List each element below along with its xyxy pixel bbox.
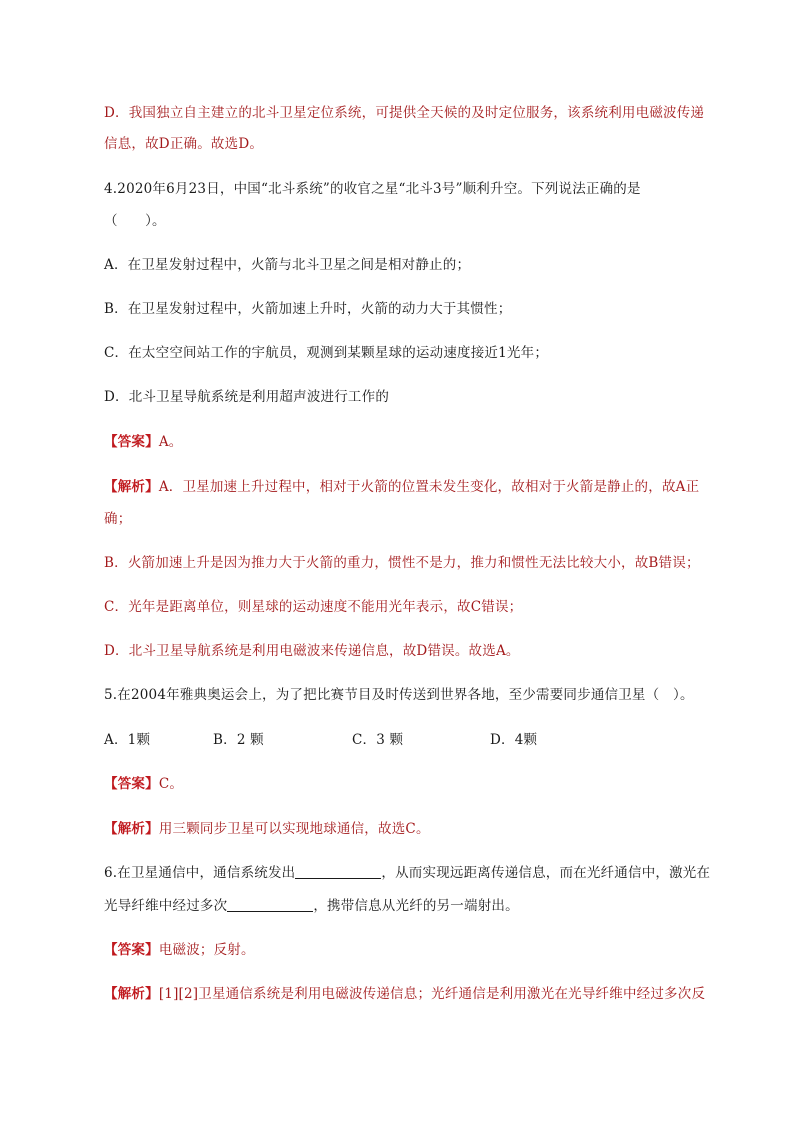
q5-answer [104,775,183,793]
analysis-text: A．卫星加速上升过程中，相对于火箭的位置未发生变化，故相对于火箭是静止的，故A正 [158,479,700,495]
q6-stem-line1 [104,864,710,882]
q5-analysis [104,820,430,838]
q4-analysis-line1 [104,478,699,496]
q4-option-d: D．北斗卫星导航系统是利用超声波进行工作的 [104,389,390,405]
q6-answer [104,941,255,959]
q6-stem-part: 6.在卫星通信中，通信系统发出 [104,865,296,881]
analysis-tag: 【解析】 [104,821,159,837]
q4-analysis-line3: B．火箭加速上升是因为推力大于火箭的重力，惯性不是力，推力和惯性无法比较大小，故B错误； [104,555,700,571]
q4-analysis-line4: C．光年是距离单位，则星球的运动速度不能用光年表示，故C错误； [104,599,523,615]
q4-stem-line1: 4.2020年6月23日，中国“北斗系统”的收官之星“北斗3号”顺利升空。下列说法正确的是 [104,181,641,197]
answer-value: A。 [158,434,183,450]
q6-stem-part: 光导纤维中经过多次 [104,898,228,914]
q6-stem-part: ，携带信息从光纤的另一端射出。 [313,898,519,914]
answer-value: 电磁波；反射。 [158,942,255,958]
q5-option-c: C．3 颗 [352,732,404,748]
analysis-text: 用三颗同步卫星可以实现地球通信，故选C。 [158,821,430,837]
q4-analysis-line2: 确； [104,511,132,527]
q5-option-b: B．2 颗 [213,732,264,748]
q5-stem: 5.在2004年雅典奥运会上，为了把比赛节目及时传送到世界各地，至少需要同步通信卫星（ ）。 [104,687,694,703]
q4-analysis-line5: D．北斗卫星导航系统是利用电磁波来传递信息，故D错误。故选A。 [104,643,520,659]
answer-tag: 【答案】 [104,434,159,450]
answer-tag: 【答案】 [104,776,159,792]
analysis-text: [1][2]卫星通信系统是利用电磁波传递信息；光纤通信是利用激光在光导纤维中经过多次反 [158,986,706,1002]
q4-option-b: B．在卫星发射过程中，火箭加速上升时，火箭的动力大于其惯性； [104,301,512,317]
analysis-tag: 【解析】 [104,479,159,495]
q3-option-d-line1: D．我国独立自主建立的北斗卫星定位系统，可提供全天候的及时定位服务，该系统利用电磁波传递 [104,105,705,121]
q5-options-row [104,731,704,749]
q5-option-a: A．1颗 [104,732,151,748]
q6-stem-part: ，从而实现远距离传递信息，而在光纤通信中，激光在 [381,865,711,881]
q4-option-a: A．在卫星发射过程中，火箭与北斗卫星之间是相对静止的； [104,257,471,273]
fill-blank-1[interactable] [295,864,381,879]
q4-option-c: C．在太空空间站工作的宇航员，观测到某颗星球的运动速度接近1光年； [104,345,549,361]
fill-blank-2[interactable] [227,897,313,912]
answer-tag: 【答案】 [104,942,159,958]
analysis-tag: 【解析】 [104,986,159,1002]
q6-stem-line2 [104,897,519,915]
q6-analysis [104,985,705,1003]
q4-stem-line2: （ ）。 [104,213,166,229]
q4-answer [104,433,182,451]
answer-value: C。 [158,776,184,792]
q5-option-d: D．4颗 [490,732,538,748]
q3-option-d-line2: 信息，故D正确。故选D。 [104,136,264,152]
